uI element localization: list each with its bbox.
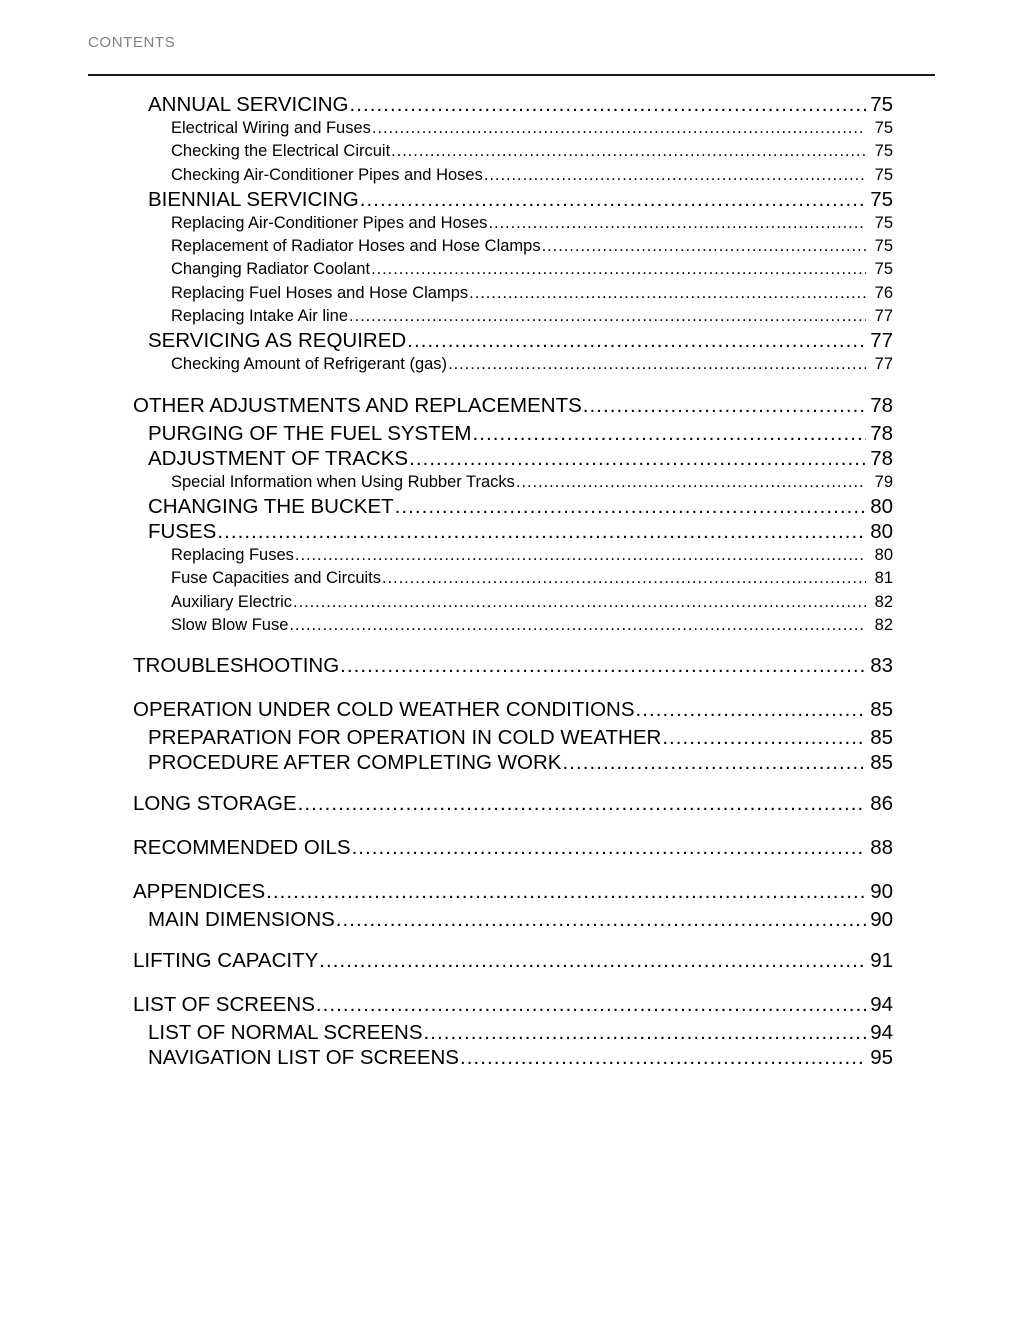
toc-entry-page-number: 81 [874,569,893,588]
toc-entry[interactable] [0,907,1024,932]
toc-entry-page-number: 95 [870,1046,893,1070]
toc-dot-leader [460,1045,866,1070]
toc-entry-title: Special Information when Using Rubber Tracks [171,472,515,491]
toc-dot-leader [448,353,866,376]
toc-dot-leader [407,328,866,353]
toc-dot-leader [516,471,866,494]
toc-entry-page-number: 75 [874,165,893,184]
toc-entry-title: LIFTING CAPACITY [133,949,319,973]
toc-entry-page-number: 90 [870,880,893,904]
toc-entry[interactable] [0,832,1024,863]
toc-entry-title: Replacing Air-Conditioner Pipes and Hoses [171,213,488,232]
toc-entry-title: CHANGING THE BUCKET [148,494,394,518]
toc-entry-page-number: 90 [870,908,893,932]
toc-dot-leader [662,725,866,750]
toc-entry-title: LIST OF SCREENS [133,993,315,1017]
toc-entry-title: ANNUAL SERVICING [148,93,349,116]
toc-entry-title: TROUBLESHOOTING [133,654,340,678]
toc-dot-leader [473,421,867,446]
toc-dot-leader [293,591,866,614]
toc-entry-title: Checking the Electrical Circuit [171,142,391,161]
header-title: CONTENTS [88,34,176,51]
toc-entry-page-number: 75 [874,213,893,232]
toc-entry-title: Changing Radiator Coolant [171,260,371,279]
header-divider [88,74,935,76]
toc-entry-title: PURGING OF THE FUEL SYSTEM [148,421,472,445]
toc-entry-page-number: 80 [870,494,893,518]
toc-entry-page-number: 82 [874,615,893,634]
toc-entry-title: ADJUSTMENT OF TRACKS [148,446,409,470]
toc-entry-title: MAIN DIMENSIONS [148,908,335,932]
toc-entry[interactable] [0,788,1024,819]
toc-entry-title: FUSES [148,519,217,543]
toc-dot-leader [382,567,866,590]
toc-dot-leader [266,876,866,907]
toc-entry[interactable] [0,187,1024,212]
toc-dot-leader [319,945,866,976]
toc-entry-page-number: 86 [870,792,893,816]
toc-entry-page-number: 77 [874,307,893,326]
toc-entry-title: LIST OF NORMAL SCREENS [148,1021,423,1045]
toc-dot-leader [372,117,866,140]
toc-entry-page-number: 75 [874,260,893,279]
toc-dot-leader [488,212,866,235]
toc-entry-page-number: 85 [870,751,893,775]
toc-entry-page-number: 83 [870,654,893,678]
toc-entry-title: Fuse Capacities and Circuits [171,569,382,588]
toc-entry[interactable] [0,989,1024,1020]
toc-entry-page-number: 85 [870,698,893,722]
toc-entry-title: OTHER ADJUSTMENTS AND REPLACEMENTS [133,393,582,417]
toc-dot-leader [350,92,867,117]
toc-dot-leader [562,750,866,775]
toc-entry-page-number: 80 [870,519,893,543]
toc-entry-title: PROCEDURE AFTER COMPLETING WORK [148,751,562,775]
toc-dot-leader [424,1020,866,1045]
toc-entry[interactable] [0,567,1024,590]
toc-entry-page-number: 75 [870,93,893,116]
toc-entry[interactable] [0,694,1024,725]
toc-entry-title: Checking Air-Conditioner Pipes and Hoses [171,165,483,184]
toc-entry-title: NAVIGATION LIST OF SCREENS [148,1046,459,1070]
toc-entry[interactable] [0,92,1024,117]
toc-entry[interactable] [0,390,1024,421]
toc-entry-page-number: 88 [870,836,893,860]
toc-dot-leader [289,614,866,637]
toc-dot-leader [352,832,866,863]
toc-entry[interactable] [0,876,1024,907]
toc-entry[interactable] [0,212,1024,235]
toc-entry[interactable] [0,1045,1024,1070]
toc-dot-leader [583,390,866,421]
toc-entry-title: Replacing Fuel Hoses and Hose Clamps [171,283,469,302]
toc-dot-leader [340,650,866,681]
toc-dot-leader [349,305,866,328]
toc-entry[interactable] [0,614,1024,637]
toc-dot-leader [391,140,866,163]
toc-entry[interactable] [0,140,1024,163]
toc-entry-page-number: 78 [870,421,893,445]
toc-entry[interactable] [0,353,1024,376]
toc-entry[interactable] [0,519,1024,544]
toc-dot-leader [484,164,866,187]
toc-entry-page-number: 75 [874,237,893,256]
toc-entry-page-number: 78 [870,446,893,470]
toc-dot-leader [217,519,866,544]
toc-dot-leader [636,694,866,725]
toc-entry-page-number: 77 [874,355,893,374]
toc-entry[interactable] [0,421,1024,446]
toc-entry-page-number: 91 [870,949,893,973]
toc-entry-page-number: 79 [874,472,893,491]
toc-entry[interactable] [0,750,1024,775]
toc-entry-page-number: 82 [874,592,893,611]
toc-dot-leader [409,446,866,471]
toc-entry-title: Electrical Wiring and Fuses [171,119,371,137]
toc-dot-leader [395,494,866,519]
toc-entry-title: Auxiliary Electric [171,592,293,611]
toc-dot-leader [316,989,866,1020]
toc-dot-leader [298,788,866,819]
toc-entry-title: PREPARATION FOR OPERATION IN COLD WEATHER [148,726,662,750]
table-of-contents [0,92,1024,1070]
toc-entry-title: APPENDICES [133,880,266,904]
toc-dot-leader [360,187,866,212]
toc-entry-page-number: 80 [874,545,893,564]
toc-entry-title: Replacing Fuses [171,545,294,564]
toc-entry[interactable] [0,164,1024,187]
toc-entry-title: SERVICING AS REQUIRED [148,329,407,353]
page-header [88,34,935,52]
toc-entry-title: LONG STORAGE [133,792,297,816]
toc-entry-page-number: 77 [870,329,893,353]
toc-entry[interactable] [0,258,1024,281]
toc-entry-page-number: 78 [870,393,893,417]
toc-entry-page-number: 94 [870,993,893,1017]
toc-entry[interactable] [0,494,1024,519]
toc-entry-title: OPERATION UNDER COLD WEATHER CONDITIONS [133,698,635,722]
toc-entry[interactable] [0,1020,1024,1045]
toc-entry[interactable] [0,471,1024,494]
toc-entry[interactable] [0,650,1024,681]
toc-dot-leader [469,282,866,305]
toc-entry[interactable] [0,305,1024,328]
toc-entry-page-number: 94 [870,1021,893,1045]
toc-entry-page-number: 85 [870,726,893,750]
toc-entry-title: Slow Blow Fuse [171,615,289,634]
toc-dot-leader [542,235,866,258]
toc-entry[interactable] [0,591,1024,614]
toc-entry[interactable] [0,446,1024,471]
toc-entry[interactable] [0,945,1024,976]
toc-entry-title: RECOMMENDED OILS [133,836,351,860]
toc-entry-title: Checking Amount of Refrigerant (gas) [171,355,448,374]
toc-dot-leader [295,544,866,567]
toc-dot-leader [371,258,866,281]
toc-entry-page-number: 75 [874,142,893,161]
toc-entry[interactable] [0,725,1024,750]
toc-entry-title: BIENNIAL SERVICING [148,187,359,211]
toc-entry-page-number: 75 [874,119,893,137]
toc-entry-page-number: 76 [874,283,893,302]
toc-entry[interactable] [0,117,1024,140]
toc-entry[interactable] [0,328,1024,353]
toc-entry[interactable] [0,544,1024,567]
toc-entry[interactable] [0,282,1024,305]
toc-entry[interactable] [0,235,1024,258]
toc-dot-leader [336,907,866,932]
toc-entry-page-number: 75 [870,187,893,211]
toc-entry-title: Replacing Intake Air line [171,307,349,326]
toc-entry-title: Replacement of Radiator Hoses and Hose Clamps [171,237,541,256]
